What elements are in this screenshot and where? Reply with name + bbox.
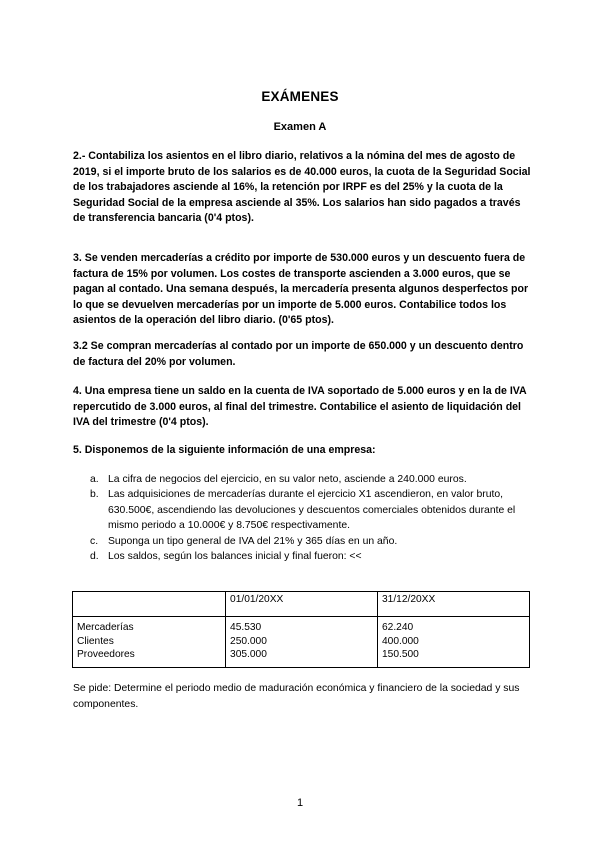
table-cell: 62.240 — [382, 622, 414, 633]
balances-table — [72, 591, 530, 668]
table-cell: 150.500 — [382, 649, 419, 660]
list-item-text: La cifra de negocios del ejercicio, en su valor neto, asciende a 240.000 euros. — [108, 474, 467, 485]
account-names-cell — [73, 617, 226, 668]
question-2: 2.- Contabiliza los asientos en el libro diario, relativos a la nómina del mes de agosto de 2019, si el importe bruto de los salarios es de 40.000 euros, la cuota de la Seguridad Social de los trabajadores asciende al 16%, la retención por IRPF es del 25% y la cuota de la Seguridad Social de la empresa asciende al 35%. Los salarios han sido pagados a través de transferencia bancaria (0'4 ptos). — [73, 150, 531, 224]
table-header-row — [73, 592, 530, 617]
list-item — [73, 534, 535, 549]
list-item — [73, 487, 535, 533]
list-marker: b. — [90, 489, 99, 501]
table-header-cell — [73, 592, 226, 617]
exam-subtitle: Examen A — [273, 121, 327, 133]
task-statement: Se pide: Determine el periodo medio de maduración económica y financiero de la sociedad y sus componentes. — [73, 683, 520, 710]
question-3: 3. Se venden mercaderías a crédito por importe de 530.000 euros y un descuento fuera de factura de 15% por volumen. Los costes de transporte ascienden a 3.000 euros, que se pagan al contado. Una semana después, la mercadería presenta algunos desperfectos por lo que se devuelven mercaderías por un importe de 5.000 euros. Contabilice todos los asientos de la operación del libro diario. (0'65 ptos). — [73, 252, 529, 326]
list-item-text: Las adquisiciones de mercaderías durante el ejercicio X1 ascendieron, en valor bruto, 630.500€, ascendiendo las devoluciones y descuentos comerciales obtenidos durante el mismo periodo a 10.000€ y 8.750€ respectivamente. — [108, 489, 516, 532]
final-balances-cell — [378, 617, 530, 668]
list-item-text: Suponga un tipo general de IVA del 21% y 365 días en un año. — [108, 535, 398, 547]
initial-balances-cell — [226, 617, 378, 668]
table-cell: 305.000 — [230, 649, 267, 660]
page-number: 1 — [296, 797, 304, 809]
table-cell: 400.000 — [382, 635, 419, 647]
list-item — [73, 549, 535, 564]
question-5: 5. Disponemos de la siguiente información de una empresa: — [73, 444, 376, 456]
question-3-2: 3.2 Se compran mercaderías al contado por un importe de 650.000 y un descuento dentro de factura del 20% por volumen. — [73, 340, 524, 368]
page-title: EXÁMENES — [261, 89, 339, 104]
list-marker: a. — [90, 474, 99, 485]
list-marker: d. — [90, 551, 99, 563]
table-cell: 45.530 — [230, 622, 262, 633]
table-header-cell: 31/12/20XX — [378, 592, 530, 617]
table-cell: Proveedores — [77, 649, 135, 660]
list-marker: c. — [90, 535, 99, 547]
table-row — [73, 617, 530, 668]
question-4: 4. Una empresa tiene un saldo en la cuenta de IVA soportado de 5.000 euros y en la de IVA repercutido de 3.000 euros, al final del trimestre. Contabilice el asiento de liquidación del IVA del trimestre (0'4 ptos). — [73, 385, 527, 428]
table-header-cell: 01/01/20XX — [226, 592, 378, 617]
list-item-text: Los saldos, según los balances inicial y final fueron: << — [108, 551, 362, 563]
list-item — [73, 472, 535, 487]
table-cell: 250.000 — [230, 635, 267, 647]
table-cell: Clientes — [77, 635, 114, 647]
question-5-list — [73, 472, 535, 564]
table-cell: Mercaderías — [77, 622, 134, 633]
